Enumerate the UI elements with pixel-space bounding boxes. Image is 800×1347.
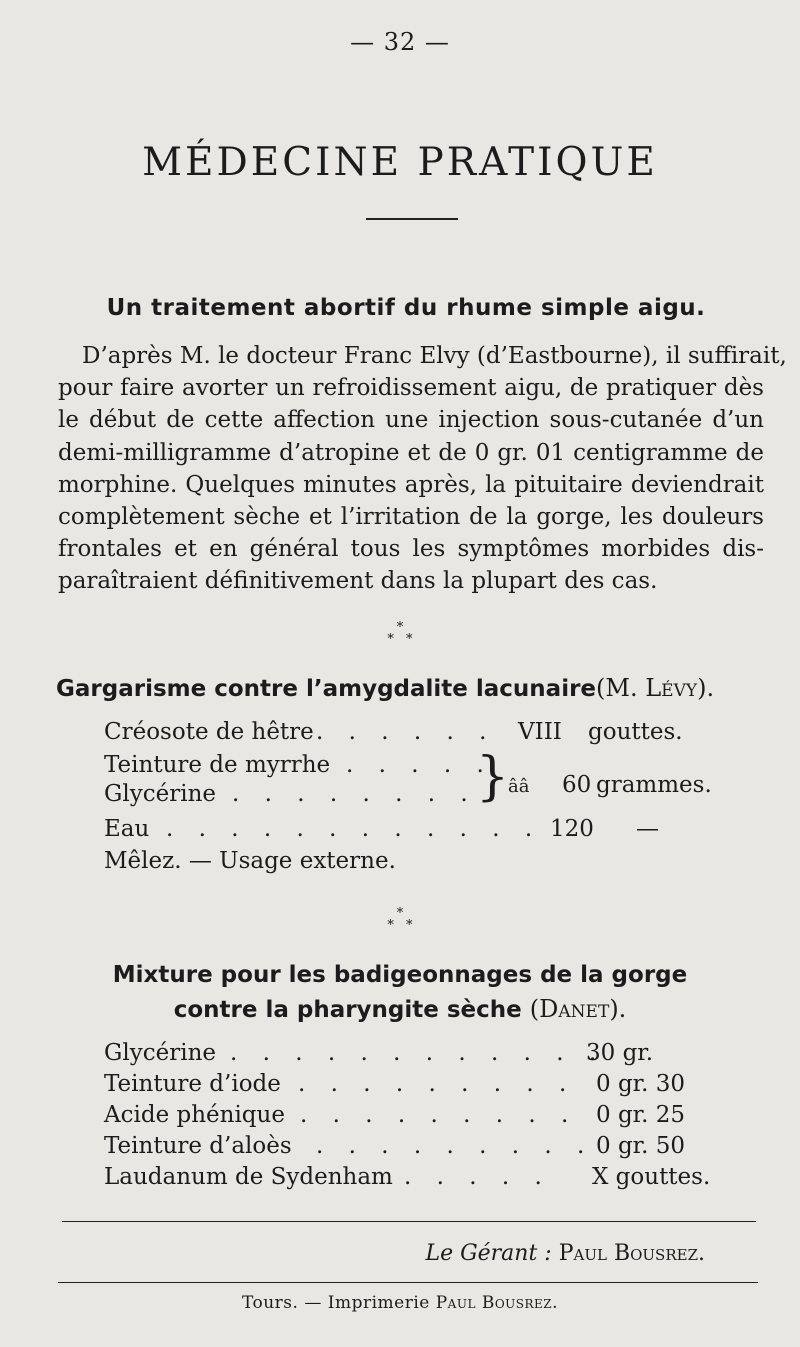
heading-title: contre la pharyngite sèche [173,997,522,1023]
ingredient-name: Acide phénique [104,1102,285,1128]
author-name: Lévy [645,674,698,702]
paragraph-line: complètement sèche et l’irritation de la gorge, les douleurs [58,504,764,531]
heading-title: Gargarisme contre l’amygdalite lacunaire [56,676,597,702]
ingredient-name: Teinture de myrrhe [104,752,331,778]
asterism [0,908,800,932]
recipe-mixture [104,1040,724,1200]
ingredient-row [104,1040,724,1072]
article-heading-mixture-line2 [0,995,800,1023]
ingredient-name: Glycérine [104,1040,216,1066]
ingredient-name: Créosote de hêtre [104,719,314,745]
brace-unit: grammes. [596,772,712,798]
article-heading-mixture: Mixture pour les badigeonnages de la gorge [112,962,688,988]
ingredient-qty: VIII [518,719,562,745]
ingredient-qty: 0 gr. 25 [596,1102,686,1128]
printer-prefix: Tours. — Imprimerie [241,1293,436,1313]
leader-dots: . . . . . [346,752,493,778]
brace-symbol: } [476,747,510,807]
article-heading-gargarisme [56,674,776,702]
paragraph-line: pour faire avorter un refroidissement aigu, de pratiquer dès [58,375,764,402]
paragraph-line: morphine. Quelques minutes après, la pituitaire deviendrait [58,471,764,498]
ingredient-row [104,1133,724,1165]
leader-dots: . . . . . . [316,719,496,745]
manager-label: Le Gérant : [425,1241,552,1266]
paragraph-line: le début de cette affection une injection sous-cutanée d’un [58,407,764,434]
leader-dots: . . . . . . . . . . . . [230,1040,606,1066]
author-suffix: ). [609,995,627,1023]
article-paragraph [58,340,787,598]
paragraph-line: paraîtraient définitivement dans la plupart des cas. [58,568,658,595]
ingredient-unit: gouttes. [588,719,683,745]
ingredient-qty: X gouttes. [592,1164,711,1190]
leader-dots: . . . . . . . . . [300,1102,578,1128]
ingredient-row [104,1102,724,1134]
paragraph-line: demi-milligramme d’atropine et de 0 gr. 01 centigramme de [58,439,764,466]
article-heading-rhume: Un traitement abortif du rhume simple aigu. [106,295,706,321]
ingredient-row [104,719,724,751]
footer-rule-top [62,1221,756,1222]
author-prefix: ( [529,995,540,1023]
author-suffix: ). [697,674,715,702]
ingredient-row [104,816,724,848]
leader-dots: . . . . . . . . . . . . [166,816,542,842]
ingredient-unit: — [636,816,659,842]
ingredient-qty: 0 gr. 50 [596,1133,686,1159]
author-prefix: (M. [596,674,646,702]
paragraph-line: D’après M. le docteur Franc Elvy (d’Eastbourne), il suffirait, [82,343,787,369]
ingredient-row [104,1071,724,1103]
leader-dots: . . . . . . . . . [316,1133,594,1159]
ingredient-qty: 120 [550,816,594,842]
ingredient-qty: 30 gr. [586,1040,654,1066]
ingredient-name: Laudanum de Sydenham [104,1164,393,1190]
leader-dots: . . . . . [404,1164,551,1190]
footer-rule-bottom [58,1282,758,1283]
ingredient-name: Teinture d’iode [104,1071,281,1097]
leader-dots: . . . . . . . . . [298,1071,576,1097]
brace-label: ââ [508,776,530,797]
paragraph-line: frontales et en général tous les symptômes morbides dis- [58,536,764,563]
title-divider [366,218,458,220]
printer-name: Paul Bousrez. [435,1293,559,1313]
recipe-gargarisme [104,719,724,859]
section-title: MÉDECINE PRATIQUE [142,140,658,185]
asterism-bottom: * * [387,918,417,933]
asterism-top: * [396,620,404,635]
ingredient-qty: 0 gr. 30 [596,1071,686,1097]
ingredient-name: Eau [104,816,150,842]
printer-credit [0,1293,800,1313]
asterism-top: * [396,906,404,921]
recipe-note: Mêlez. — Usage externe. [104,848,396,874]
asterism-bottom: * * [387,632,417,647]
ingredient-name: Glycérine [104,781,216,807]
ingredient-row [104,1164,724,1196]
ingredient-name: Teinture d’aloès [104,1133,292,1159]
author-name: Danet [539,995,610,1023]
brace-qty: 60 [562,772,592,798]
leader-dots: . . . . . . . . [232,781,477,807]
page-number: — 32 — [350,28,450,56]
manager-signature [0,1241,705,1266]
manager-name: Paul Bousrez. [558,1241,705,1266]
asterism [0,622,800,646]
